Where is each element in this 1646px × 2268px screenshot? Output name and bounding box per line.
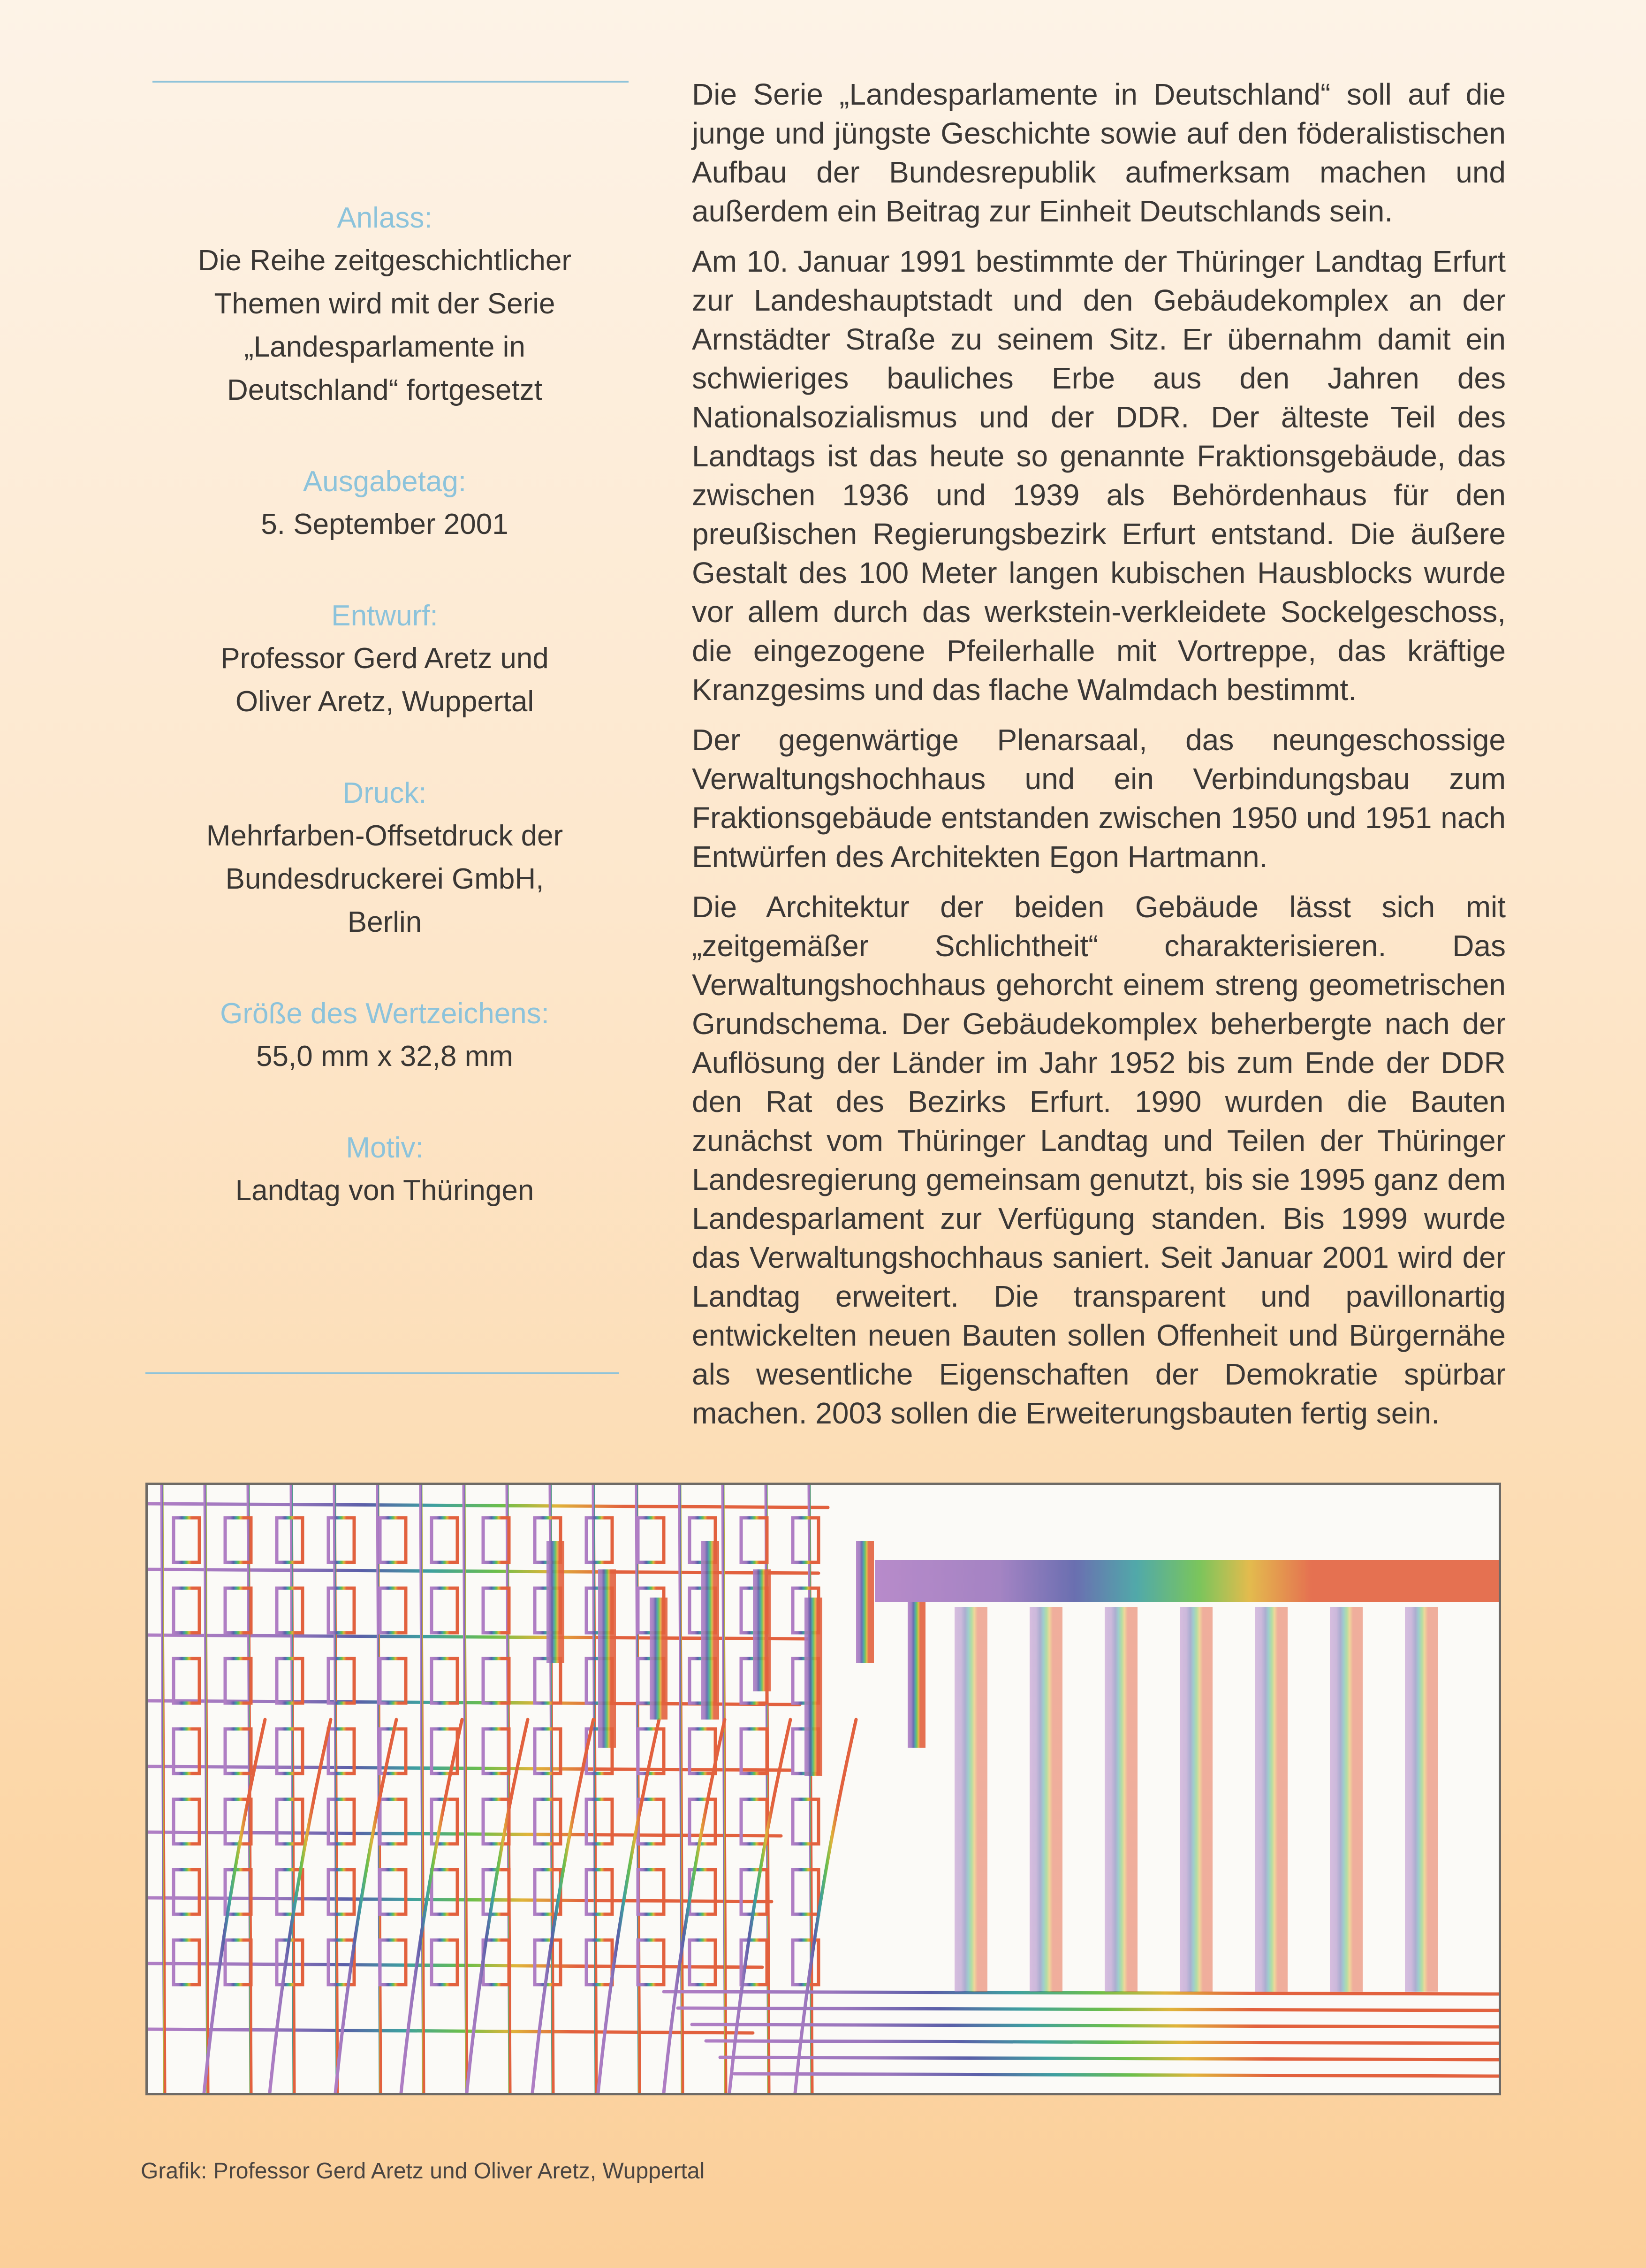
- issue-date-block: [141, 461, 629, 546]
- window-outline: [174, 1659, 199, 1703]
- column-line: [291, 1485, 294, 2093]
- illustration-credit: Grafik: Professor Gerd Aretz und Oliver Aretz, Wuppertal: [141, 2159, 705, 2184]
- tree-branch: [270, 1720, 331, 2093]
- pillar: [1330, 1607, 1363, 1992]
- design-block: [141, 595, 629, 723]
- column-line: [421, 1485, 424, 2093]
- window-outline: [432, 1940, 457, 1985]
- issue-date-value: 5. September 2001: [261, 508, 508, 540]
- tree-branch: [467, 1720, 528, 2093]
- window-outline: [483, 1588, 509, 1633]
- pillar: [1405, 1607, 1438, 1992]
- window-outline: [690, 1940, 715, 1985]
- window-outline: [638, 1870, 664, 1914]
- window-outline: [535, 1729, 561, 1773]
- print-value-line: Bundesdruckerei GmbH,: [225, 863, 544, 895]
- window-outline: [277, 1799, 303, 1844]
- window-outline: [793, 1518, 819, 1562]
- pillar: [1030, 1607, 1062, 1992]
- occasion-value-line: Themen wird mit der Serie: [214, 288, 555, 320]
- occasion-value-line: Die Reihe zeitgeschichtlicher: [197, 244, 572, 277]
- window-outline: [380, 1518, 406, 1562]
- body-paragraph: Am 10. Januar 1991 bestimmte der Thüringer Landtag Erfurt zur Landeshauptstadt und den Gebäudekomplex an der Arnstädter Straße zu seinem Sitz. Er übernahm damit ein schwieriges bauliches Erbe aus den Jahren des Nationalsozialismus und der DDR. Der älteste Teil des Landtags ist das heute so genannte Fraktionsgebäude, das zwischen 1936 und 1939 als Behördenhaus für den preußischen Regierungsbezirk Erfurt entstand. Die äußere Gestalt des 100 Meter langen kubischen Hausblocks wurde vor allem durch das werkstein-verkleidete Sockelgeschoss, die eingezogene Pfeilerhalle mit Vortreppe, das kräftige Kranzgesims und das flache Walmdach bestimmt.: [692, 244, 1506, 707]
- design-value-line: Oliver Aretz, Wuppertal: [235, 685, 534, 718]
- motif-value: Landtag von Thüringen: [235, 1174, 534, 1207]
- window-fill: [856, 1541, 874, 1663]
- pillar: [1180, 1607, 1213, 1992]
- pillar: [1255, 1607, 1288, 1992]
- step-line: [664, 1992, 1499, 1994]
- body-paragraph: Die Serie „Landesparlamente in Deutschland“ soll auf die junge und jüngste Geschichte sowie auf den föderalistischen Aufbau der Bundesrepublik aufmerksam machen und außerdem ein Beitrag zur Einheit Deutschlands sein.: [692, 77, 1506, 228]
- column-line: [162, 1485, 165, 2093]
- window-fill: [650, 1598, 668, 1720]
- rainbow-sketch: [148, 1485, 1499, 2093]
- window-outline: [586, 1940, 612, 1985]
- window-outline: [793, 1870, 819, 1914]
- column-line: [637, 1485, 639, 2093]
- stamp-size-value: 55,0 mm x 32,8 mm: [256, 1040, 513, 1073]
- design-value-line: Professor Gerd Aretz und: [220, 642, 549, 675]
- window-outline: [174, 1870, 199, 1914]
- window-outline: [535, 1799, 561, 1844]
- column-line: [680, 1485, 683, 2093]
- occasion-block: [141, 197, 629, 412]
- stamp-details: [141, 197, 629, 1261]
- window-outline: [174, 1588, 199, 1633]
- step-line: [692, 2024, 1499, 2027]
- window-outline: [225, 1659, 251, 1703]
- window-fill: [753, 1569, 771, 1691]
- window-outline: [638, 1518, 664, 1562]
- window-outline: [380, 1799, 406, 1844]
- window-outline: [380, 1659, 406, 1703]
- body-paragraph: Der gegenwärtige Plenarsaal, das neungeschossige Verwaltungshochhaus und ein Verbindungsbau zum Fraktionsgebäude entstanden zwischen 1950 und 1951 nach Entwürfen des Architekten Egon Hartmann.: [692, 723, 1506, 874]
- window-outline: [483, 1659, 509, 1703]
- window-outline: [380, 1940, 406, 1985]
- window-outline: [586, 1518, 612, 1562]
- window-outline: [277, 1659, 303, 1703]
- body-text: [692, 75, 1506, 1444]
- floor-line: [148, 2029, 753, 2033]
- window-outline: [483, 1940, 509, 1985]
- window-fill: [701, 1541, 719, 1720]
- print-value-line: Mehrfarben-Offsetdruck der: [206, 820, 563, 852]
- window-outline: [432, 1870, 457, 1914]
- design-label: Entwurf:: [331, 600, 438, 632]
- sidebar-bottom-rule: [145, 1372, 619, 1374]
- window-fill: [598, 1569, 616, 1748]
- tree-branch: [204, 1720, 265, 2093]
- window-outline: [277, 1518, 303, 1562]
- floor-line: [148, 1898, 772, 1902]
- tree-branch: [729, 1720, 790, 2093]
- window-outline: [380, 1870, 406, 1914]
- occasion-label: Anlass:: [337, 202, 432, 234]
- window-outline: [586, 1870, 612, 1914]
- column-line: [593, 1485, 596, 2093]
- window-outline: [483, 1518, 509, 1562]
- window-outline: [690, 1729, 715, 1773]
- window-outline: [432, 1659, 457, 1703]
- step-line: [720, 2057, 1499, 2060]
- window-outline: [328, 1659, 354, 1703]
- column-line: [464, 1485, 467, 2093]
- tree-branch: [795, 1720, 856, 2093]
- column-line: [809, 1485, 812, 2093]
- sidebar-top-rule: [152, 81, 629, 83]
- tree-branch: [532, 1720, 593, 2093]
- occasion-value-line: Deutschland“ fortgesetzt: [227, 374, 542, 406]
- occasion-value-line: „Landesparlamente in: [244, 331, 525, 363]
- window-outline: [328, 1588, 354, 1633]
- tree-branch: [598, 1720, 659, 2093]
- print-value-line: Berlin: [347, 906, 422, 938]
- pillar: [955, 1607, 987, 1992]
- body-paragraph: Die Architektur der beiden Gebäude lässt sich mit „zeitgemäßer Schlichtheit“ charakterisieren. Das Verwaltungshochhaus gehorcht einem streng geometrischen Grundschema. Der Gebäudekomplex beherbergte nach der Auflösung der Länder im Jahr 1952 bis zum Ende der DDR den Rat des Bezirks Erfurt. 1990 wurden die Bauten zunächst vom Thüringer Landtag und Teilen der Thüringer Landesregierung gemeinsam genutzt, bis sie 1995 ganz dem Landesparlament zur Verfügung standen. Bis 1999 wurde das Verwaltungshochhaus saniert. Seit Januar 2001 wird der Landtag erweitert. Die transparent und pavillonartig entwickelten neuen Bauten sollen Offenheit und Bürgernähe als wesentliche Eigenschaften der Demokratie spürbar machen. 2003 sollen die Erweiterungsbauten fertig sein.: [692, 890, 1506, 1430]
- print-label: Druck:: [342, 777, 427, 809]
- floor-line: [148, 1964, 762, 1967]
- window-outline: [328, 1518, 354, 1562]
- step-line: [678, 2008, 1499, 2010]
- column-line: [507, 1485, 510, 2093]
- cornice-band: [875, 1560, 1499, 1602]
- window-outline: [638, 1940, 664, 1985]
- window-outline: [741, 1729, 767, 1773]
- window-fill: [804, 1598, 822, 1776]
- motif-block: [141, 1127, 629, 1212]
- issue-date-label: Ausgabetag:: [303, 465, 467, 498]
- step-line: [706, 2041, 1499, 2043]
- stamp-size-label: Größe des Wertzeichens:: [220, 997, 549, 1030]
- window-outline: [277, 1588, 303, 1633]
- window-outline: [328, 1799, 354, 1844]
- window-fill: [546, 1541, 564, 1663]
- window-outline: [793, 1799, 819, 1844]
- window-outline: [432, 1588, 457, 1633]
- window-outline: [535, 1659, 561, 1703]
- column-line: [723, 1485, 726, 2093]
- window-outline: [741, 1518, 767, 1562]
- landtag-illustration: [145, 1483, 1501, 2095]
- stamp-size-block: [141, 993, 629, 1078]
- window-outline: [432, 1518, 457, 1562]
- column-line: [205, 1485, 208, 2093]
- window-outline: [174, 1518, 199, 1562]
- floor-line: [148, 1766, 790, 1770]
- window-outline: [225, 1940, 251, 1985]
- window-outline: [328, 1870, 354, 1914]
- motif-label: Motiv:: [346, 1132, 424, 1164]
- step-line: [734, 2074, 1499, 2076]
- window-outline: [380, 1588, 406, 1633]
- column-line: [334, 1485, 337, 2093]
- window-outline: [174, 1799, 199, 1844]
- print-block: [141, 772, 629, 944]
- pillar: [1105, 1607, 1138, 1992]
- window-outline: [586, 1799, 612, 1844]
- tree-branch: [335, 1720, 396, 2093]
